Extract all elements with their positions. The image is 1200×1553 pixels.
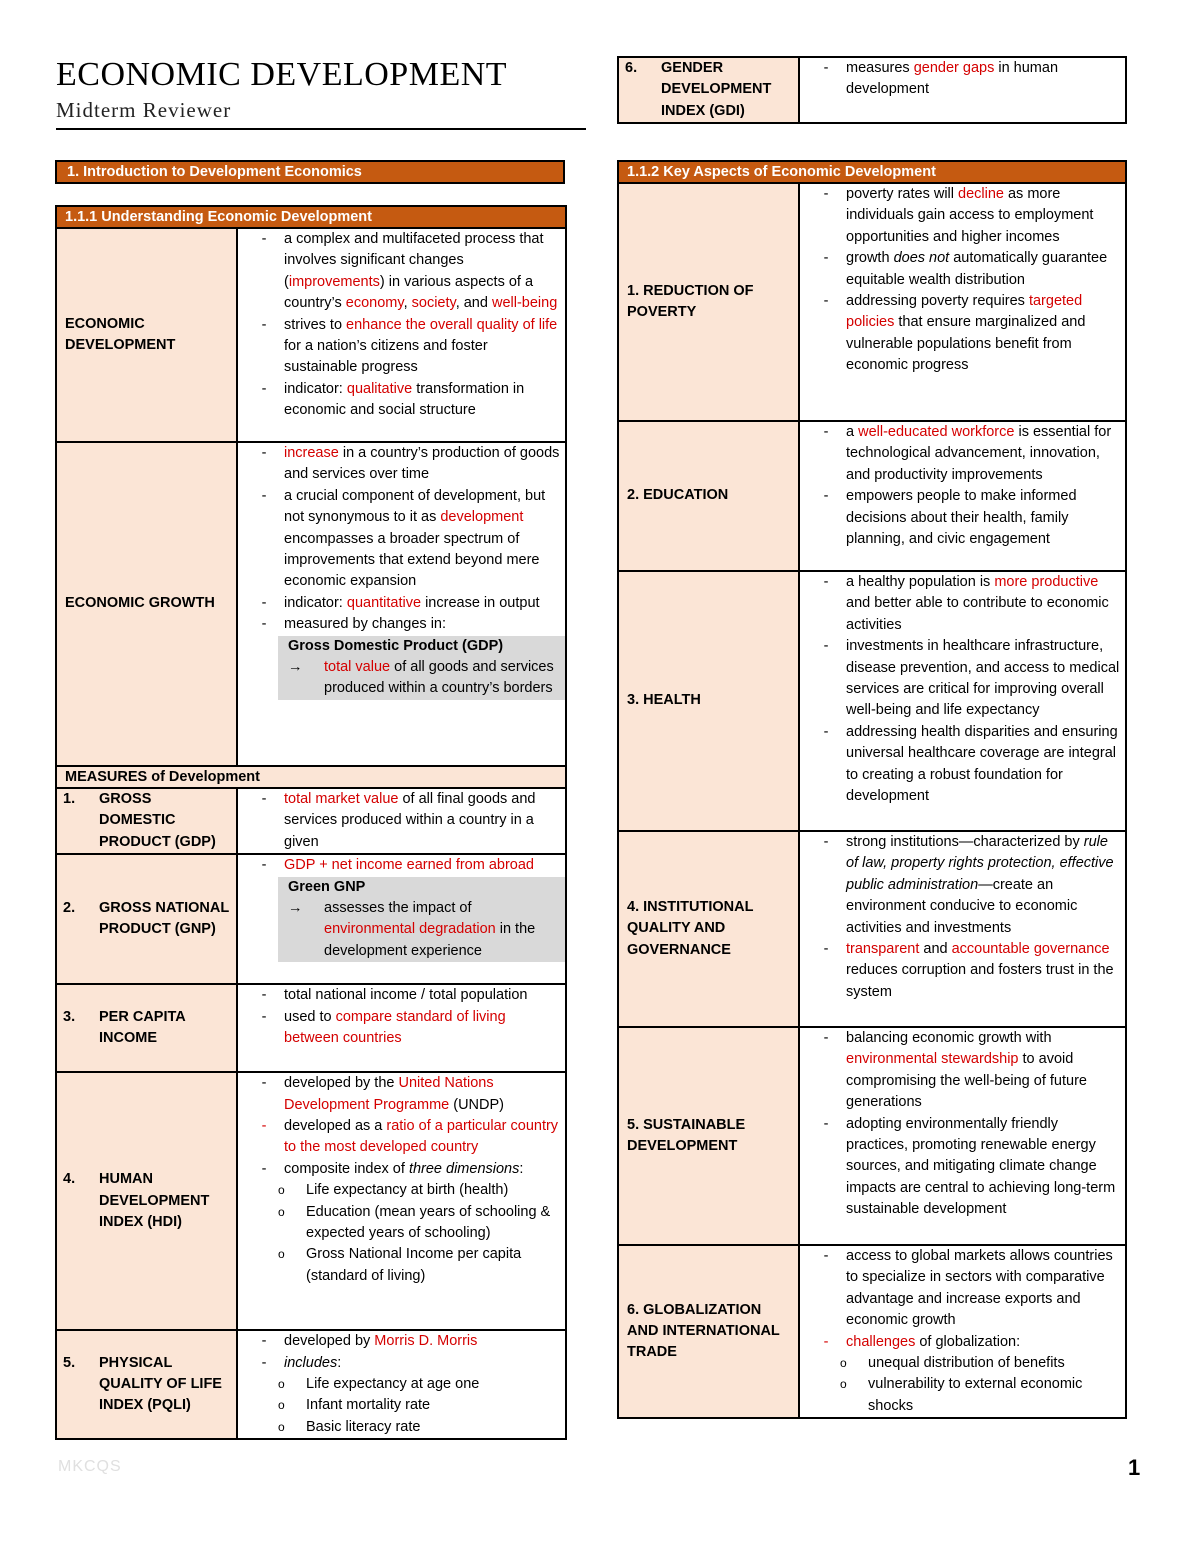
- gdp-definition-box: Gross Domestic Product (GDP) → total value of all goods and services produced within a country’s borders: [278, 636, 565, 700]
- table-row: 6. GENDER DEVELOPMENT INDEX (GDI) - measures gender gaps in human development: [618, 57, 1126, 123]
- list-item: - addressing poverty requires targeted policies that ensure marginalized and vulnerable populations benefit from economic progress: [823, 293, 1086, 374]
- gdi-table: [617, 56, 1127, 124]
- document-title: ECONOMIC DEVELOPMENT: [56, 56, 508, 93]
- list-item: - challenges of globalization:: [823, 1333, 1021, 1350]
- table-row: [618, 831, 1126, 1027]
- list-item: - measures gender gaps in human development: [823, 60, 1059, 98]
- education-label: 2. EDUCATION: [618, 421, 799, 571]
- footer-watermark: MKCQS: [58, 1458, 122, 1475]
- arrow-icon: →: [288, 900, 303, 917]
- table-row: [56, 442, 566, 766]
- table-row: [618, 183, 1126, 421]
- hdi-label: HUMAN DEVELOPMENT INDEX (HDI): [99, 1171, 210, 1230]
- list-item: - growth does not automatically guarantee equitable wealth distribution: [823, 250, 1108, 288]
- table-row: [618, 1027, 1126, 1245]
- per-capita-label: PER CAPITA INCOME: [99, 1008, 186, 1047]
- econ-growth-label: ECONOMIC GROWTH: [56, 442, 237, 766]
- list-item: - developed by Morris D. Morris: [261, 1333, 478, 1350]
- arrow-icon: →: [288, 659, 303, 676]
- green-gnp-box: Green GNP → assesses the impact of environmental degradation in the development experience: [278, 877, 565, 963]
- measures-heading: MEASURES of Development: [56, 766, 566, 788]
- document-subtitle: Midterm Reviewer: [56, 98, 232, 122]
- list-item: - a well-educated workforce is essential for technological advancement, innovation, and productivity improvements: [823, 424, 1112, 483]
- table-row: [56, 228, 566, 442]
- list-item: o Life expectancy at age one: [278, 1376, 480, 1393]
- list-item: - increase in a country’s production of goods and services over time: [261, 445, 560, 483]
- list-item: - adopting environmentally friendly practices, promoting renewable energy sources, and mitigating climate change impacts are central to achieving long-term sustainable development: [823, 1115, 1116, 1218]
- list-item: o Basic literacy rate: [278, 1418, 421, 1435]
- key-aspects-table: [617, 160, 1127, 1419]
- list-item: - composite index of three dimensions:: [261, 1160, 524, 1177]
- understanding-heading: 1.1.1 Understanding Economic Development: [56, 206, 566, 228]
- list-item: - a complex and multifaceted process that involves significant changes (improvements) in various aspects of a country’s economy, society, and well-being: [261, 231, 558, 312]
- governance-label: 4. INSTITUTIONAL QUALITY AND GOVERNANCE: [618, 831, 799, 1027]
- list-item: - used to compare standard of living between countries: [261, 1008, 506, 1047]
- list-item: - transparent and accountable governance reduces corruption and fosters trust in the system: [823, 941, 1114, 1000]
- list-item: o Gross National Income per capita (standard of living): [278, 1246, 522, 1284]
- list-item: - GDP + net income earned from abroad: [261, 857, 534, 874]
- list-item: - investments in healthcare infrastructure, disease prevention, and access to medical services are critical for improving overall well-being and life expectancy: [823, 638, 1120, 719]
- list-item: - total national income / total population: [261, 987, 528, 1004]
- list-item: o unequal distribution of benefits: [840, 1355, 1065, 1372]
- pqli-label: PHYSICAL QUALITY OF LIFE INDEX (PQLI): [99, 1354, 222, 1414]
- list-item: - indicator: qualitative transformation in economic and social structure: [261, 380, 525, 419]
- table-row: 3. PER CAPITA INCOME - total national income / total population - used to compare standard of living between countries: [56, 984, 566, 1072]
- list-item: - strong institutions—characterized by rule of law, property rights protection, effective public administration—create an environment conducive to economic activities and investments: [823, 834, 1114, 936]
- econ-growth-details: [237, 442, 566, 766]
- list-item: o Life expectancy at birth (health): [278, 1182, 509, 1199]
- list-item: - developed as a ratio of a particular country to the most developed country: [261, 1118, 559, 1156]
- list-item: o Education (mean years of schooling & expected years of schooling): [278, 1203, 551, 1242]
- table-row: [618, 1245, 1126, 1418]
- list-item: - empowers people to make informed decisions about their health, family planning, and civic engagement: [823, 488, 1077, 548]
- table-row: 2. GROSS NATIONAL PRODUCT (GNP) - GDP + net income earned from abroad Green GNP → assesses the impact of environmental degradation in the development experience: [56, 854, 566, 984]
- table-row: 5. PHYSICAL QUALITY OF LIFE INDEX (PQLI) - developed by Morris D. Morris - includes: o Life expectancy at age one o Infant mortality rate o Basic literacy rate: [56, 1330, 566, 1439]
- globalization-label: 6. GLOBALIZATION AND INTERNATIONAL TRADE: [618, 1245, 799, 1418]
- section-1-heading: 1. Introduction to Development Economics: [55, 160, 565, 184]
- list-item: - access to global markets allows countries to specialize in sectors with comparative advantage and increase exports and economic growth: [823, 1248, 1113, 1329]
- econ-dev-label: ECONOMIC DEVELOPMENT: [56, 228, 237, 442]
- list-item: - indicator: quantitative increase in output: [261, 594, 540, 611]
- list-item: - a healthy population is more productive and better able to contribute to economic activities: [823, 574, 1109, 633]
- gdp-label: GROSS DOMESTIC PRODUCT (GDP): [99, 791, 216, 850]
- gdi-label: GENDER DEVELOPMENT INDEX (GDI): [661, 60, 772, 119]
- poverty-label: 1. REDUCTION OF POVERTY: [618, 183, 799, 421]
- list-item: - includes:: [261, 1354, 342, 1371]
- list-item: - addressing health disparities and ensuring universal healthcare coverage are integral to creating a robust foundation for development: [823, 723, 1118, 805]
- gnp-label: GROSS NATIONAL PRODUCT (GNP): [99, 899, 229, 938]
- sustainable-label: 5. SUSTAINABLE DEVELOPMENT: [618, 1027, 799, 1245]
- understanding-table: [55, 205, 567, 1440]
- list-item: - strives to enhance the overall quality of life for a nation’s citizens and foster sustainable progress: [261, 316, 558, 376]
- econ-dev-details: [237, 228, 566, 442]
- list-item: - developed by the United Nations Development Programme (UNDP): [261, 1075, 504, 1113]
- table-row: [618, 421, 1126, 571]
- key-aspects-heading: 1.1.2 Key Aspects of Economic Development: [618, 161, 1126, 183]
- list-item: o Infant mortality rate: [278, 1397, 431, 1414]
- health-label: 3. HEALTH: [618, 571, 799, 831]
- table-row: [618, 571, 1126, 831]
- title-divider: [56, 128, 586, 130]
- list-item: - total market value of all final goods and services produced within a country in a given: [261, 791, 536, 850]
- page-number: 1: [1128, 1455, 1141, 1480]
- list-item: - measured by changes in:: [261, 616, 447, 633]
- table-row: 1. GROSS DOMESTIC PRODUCT (GDP) - total market value of all final goods and services produced within a country in a given: [56, 788, 566, 854]
- table-row: 4. HUMAN DEVELOPMENT INDEX (HDI) - developed by the United Nations Development Programme (UNDP) - developed as a ratio of a particular country to the most developed country - composite index of three dimensions: o Life expectancy at birth (health) o Education (mean years of schooling & expected years of schooling) o Gross National Income per capita (standard of living): [56, 1072, 566, 1330]
- list-item: - poverty rates will decline as more individuals gain access to employment opportunities and higher incomes: [823, 186, 1094, 245]
- list-item: - balancing economic growth with environmental stewardship to avoid compromising the well-being of future generations: [823, 1030, 1087, 1111]
- list-item: - a crucial component of development, but not synonymous to it as development encompasses a broader spectrum of improvements that extend beyond mere economic expansion: [261, 487, 546, 590]
- list-item: o vulnerability to external economic shocks: [840, 1376, 1083, 1414]
